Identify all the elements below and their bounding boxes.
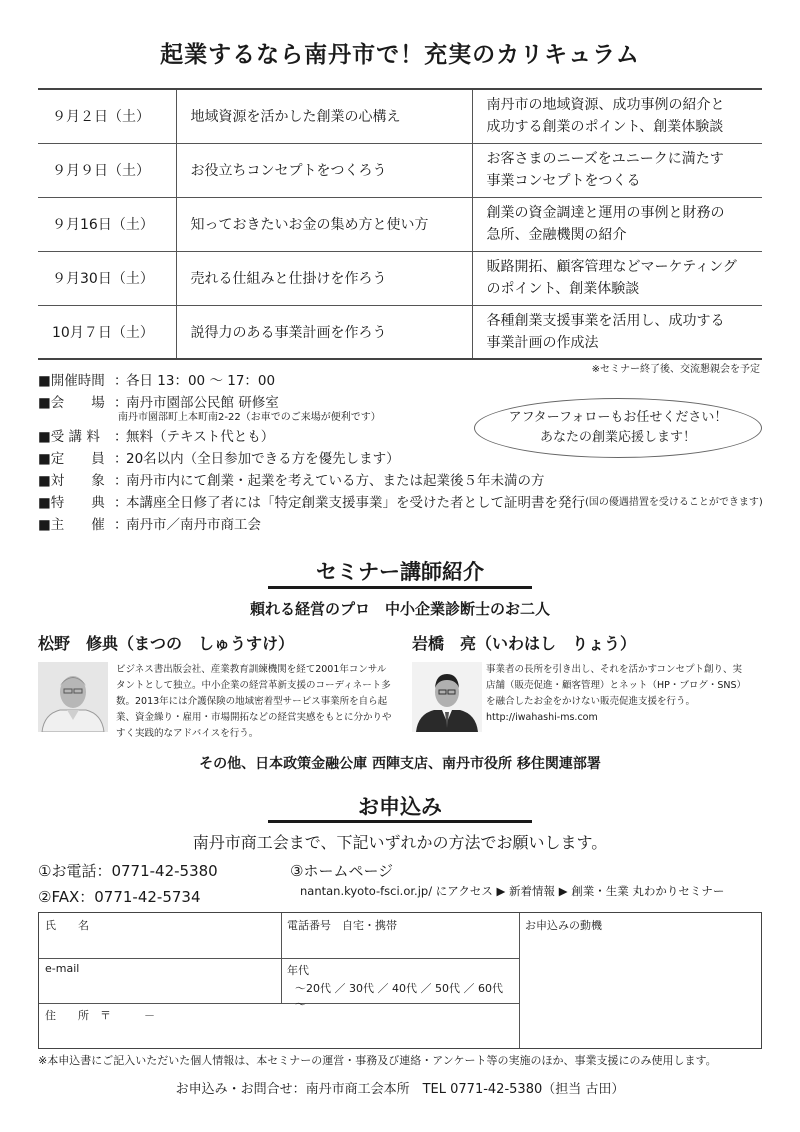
apply-web-label: ③ホームページ bbox=[290, 862, 394, 880]
apply-lead: 南丹市商工会まで、下記いずれかの方法でお願いします。 bbox=[192, 833, 608, 852]
name-field[interactable]: 氏 名 bbox=[45, 919, 89, 932]
phone-field[interactable]: 電話番号 自宅・携帯 bbox=[287, 919, 397, 932]
lecturer-bio-matsuno: ビジネス書出版会社、産業教育訓練機関を経て2001年コンサル タントとして独立。中小企業の経営革新支援のコーディネート多 数。2013年には介護保険の地域密着型サービス事業所を自ら起 業、資金繰り・雇用・市場開拓などの経営実感をもとに分かりや すく実践的なアドバイスを行う。 bbox=[116, 664, 392, 739]
session-description: 販路開拓、顧客管理などマーケティング のポイント、創業体験談 bbox=[472, 251, 762, 305]
address-field[interactable]: 住 所 〒 － bbox=[45, 1009, 155, 1022]
session-theme: 売れる仕組みと仕掛けを作ろう bbox=[176, 251, 472, 305]
lecturers-title: セミナー講師紹介 bbox=[316, 560, 484, 584]
session-date: ９月９日（土） bbox=[38, 143, 176, 197]
other-instructors: その他、日本政策金融公庫 西陣支店、南丹市役所 移住関連部署 bbox=[199, 756, 601, 772]
apply-fax: ②FAX：0771-42-5734 bbox=[38, 888, 201, 906]
session-theme: 説得力のある事業計画を作ろう bbox=[176, 305, 472, 359]
session-description: お客さまのニーズをユニークに満たす 事業コンセプトをつくる bbox=[472, 143, 762, 197]
info-time: ■開催時間 ： 各日 13：00 ～ 17：00 bbox=[38, 373, 276, 389]
contact-footer: お申込み・お問合せ：南丹市商工会本所 TEL 0771-42-5380（担当 古田） bbox=[175, 1082, 625, 1097]
table-row bbox=[38, 143, 762, 197]
page-title: 起業するなら南丹市で！充実のカリキュラム bbox=[160, 42, 640, 68]
session-date: ９月30日（土） bbox=[38, 251, 176, 305]
lecturers-subtitle: 頼れる経営のプロ 中小企業診断士のお二人 bbox=[249, 600, 550, 618]
session-description: 各種創業支援事業を活用し、成功する 事業計画の作成法 bbox=[472, 305, 762, 359]
lecturer-website-link[interactable]: http://iwahashi-ms.com bbox=[486, 712, 598, 723]
info-capacity: ■定 員 ： 20名以内（全日参加できる方を優先します） bbox=[38, 451, 400, 467]
section-divider bbox=[268, 820, 532, 823]
apply-title: お申込み bbox=[358, 795, 442, 819]
apply-phone: ①お電話：0771-42-5380 bbox=[38, 862, 218, 880]
motive-field[interactable]: お申込みの動機 bbox=[525, 919, 602, 932]
application-form bbox=[38, 912, 762, 1049]
table-row bbox=[38, 251, 762, 305]
email-field[interactable]: e-mail bbox=[45, 962, 80, 975]
age-options[interactable]: ～20代 ／ 30代 ／ 40代 ／ 50代 ／ 60代～ bbox=[295, 982, 503, 1011]
session-date: 10月７日（土） bbox=[38, 305, 176, 359]
info-host: ■主 催 ： 南丹市／南丹市商工会 bbox=[38, 517, 261, 533]
section-divider bbox=[268, 586, 532, 589]
lecturer-bio-iwahashi: 事業者の長所を引き出し、それを活かすコンセプト創り、実 店舗（販売促進・顧客管理）とネット（HP・ブログ・SNS） を融合したお金をかけない販売促進支援を行う。 http://iwahashi-ms.com bbox=[486, 662, 766, 726]
table-row bbox=[38, 305, 762, 359]
session-description: 創業の資金調達と運用の事例と財務の 急所、金融機関の紹介 bbox=[472, 197, 762, 251]
apply-web-path[interactable]: nantan.kyoto-fsci.or.jp/ にアクセス ▶ 新着情報 ▶ 創業・生業 丸わかりセミナー bbox=[300, 884, 725, 898]
schedule-note: ※セミナー終了後、交流懇親会を予定 bbox=[591, 364, 760, 375]
info-benefit: ■特 典 ： 本講座全日修了者には「特定創業支援事業」を受けた者として証明書を発行 (国の優遇措置を受けることができます) bbox=[38, 495, 763, 511]
info-fee: ■受 講 料 ： 無料（テキスト代とも） bbox=[38, 429, 275, 445]
lecturer-name-iwahashi: 岩橋 亮（いわはし りょう） bbox=[412, 634, 637, 653]
info-venue: ■会 場 ： 南丹市園部公民館 研修室 bbox=[38, 395, 279, 411]
after-follow-bubble: アフターフォローもお任せください！ あなたの創業応援します！ bbox=[474, 398, 762, 458]
session-theme: 地域資源を活かした創業の心構え bbox=[176, 89, 472, 143]
session-date: ９月２日（土） bbox=[38, 89, 176, 143]
curriculum-table bbox=[38, 88, 762, 360]
session-theme: お役立ちコンセプトをつくろう bbox=[176, 143, 472, 197]
lecturer-photo-matsuno bbox=[38, 662, 108, 732]
table-row bbox=[38, 89, 762, 143]
lecturer-name-matsuno: 松野 修典（まつの しゅうすけ） bbox=[38, 634, 295, 653]
venue-address: 南丹市園部町上本町南2-22（お車でのご来場が便利です） bbox=[118, 412, 381, 423]
session-date: ９月16日（土） bbox=[38, 197, 176, 251]
age-field[interactable]: 年代 ～20代 ／ 30代 ／ 40代 ／ 50代 ／ 60代～ bbox=[281, 958, 519, 1003]
info-target: ■対 象 ： 南丹市内にて創業・起業を考えている方、または起業後５年未満の方 bbox=[38, 473, 545, 489]
table-row bbox=[38, 197, 762, 251]
lecturer-photo-iwahashi bbox=[412, 662, 482, 732]
session-description: 南丹市の地域資源、成功事例の紹介と 成功する創業のポイント、創業体験談 bbox=[472, 89, 762, 143]
privacy-notice: ※本申込書にご記入いただいた個人情報は、本セミナーの運営・事務及び連絡・アンケート等の実施のほか、事業支援にのみ使用します。 bbox=[38, 1054, 717, 1067]
session-theme: 知っておきたいお金の集め方と使い方 bbox=[176, 197, 472, 251]
